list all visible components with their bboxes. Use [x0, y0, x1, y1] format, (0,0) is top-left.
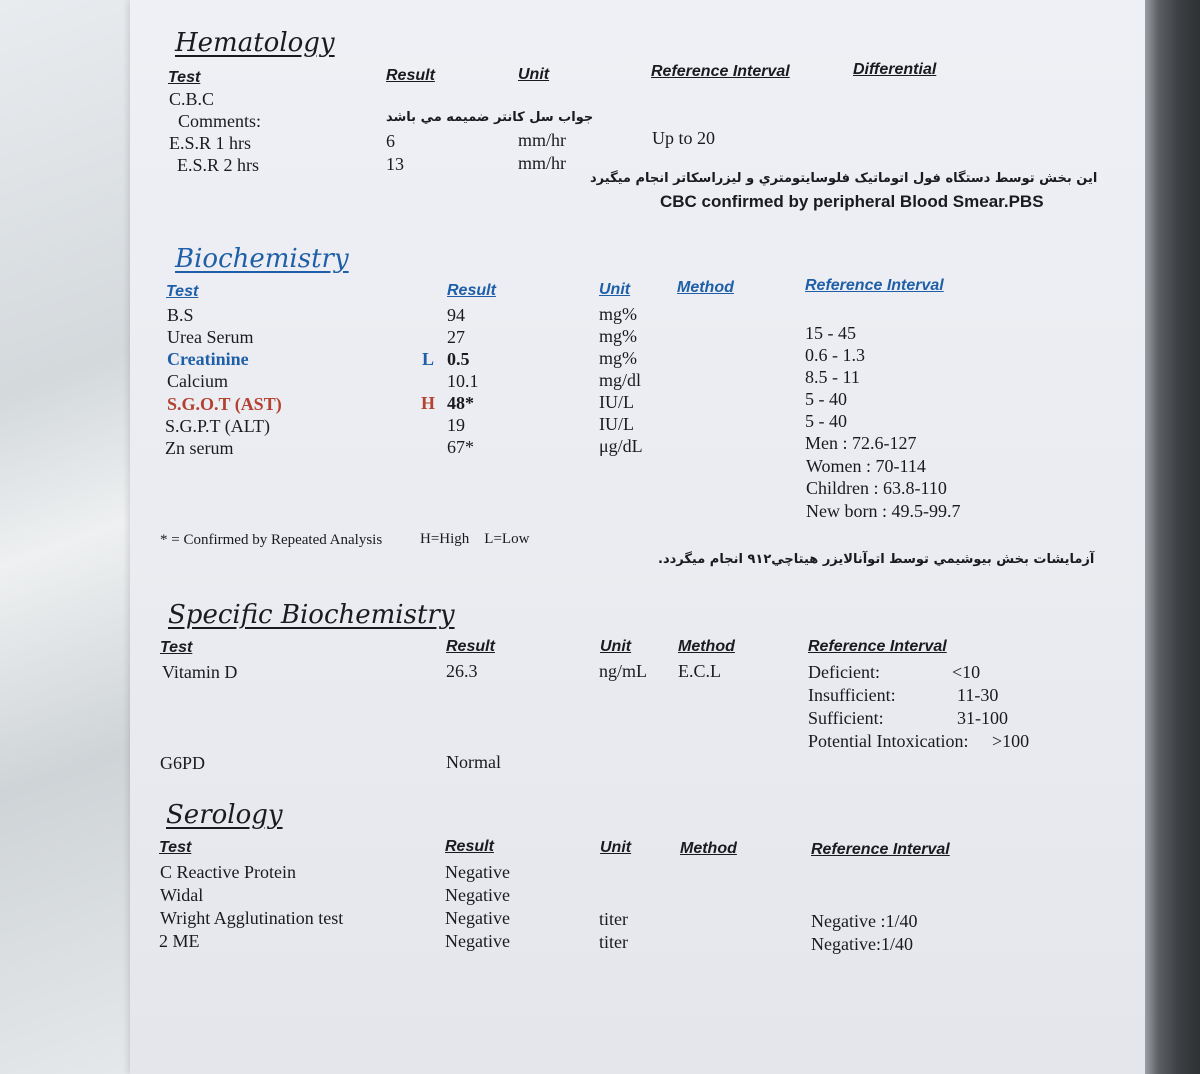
sero-test-wright: Wright Agglutination test: [160, 908, 344, 928]
sero-unit-wright: titer: [599, 909, 628, 929]
bio-flag-sgot: H: [421, 393, 436, 413]
vitd-ref-label-deficient: Deficient:: [808, 662, 880, 682]
hema-header-test: Test: [168, 69, 201, 86]
bio-ref-creatinine: 0.6 - 1.3: [805, 345, 865, 365]
spec-header-reference: Reference Interval: [808, 638, 947, 655]
sero-result-widal: Negative: [445, 885, 510, 905]
hema-result-esr1: 6: [386, 131, 395, 151]
hema-result-esr2: 13: [386, 154, 404, 174]
bio-unit-urea: mg%: [599, 326, 637, 346]
bio-result-sgot: 48*: [447, 393, 474, 413]
sero-ref-wright: Negative :1/40: [811, 911, 918, 931]
hema-note-fa: این بخش توسط دستگاه فول اتوماتیک فلوسایتومتري و لیزراسکاتر انجام میگیرد: [590, 171, 1098, 186]
hema-test-cbc: C.B.C: [169, 89, 215, 109]
vitd-ref-value-intoxication: >100: [992, 731, 1030, 751]
hema-header-differential: Differential: [853, 61, 937, 78]
bio-test-calcium: Calcium: [167, 371, 228, 391]
bio-result-bs: 94: [447, 305, 465, 325]
hema-test-esr1: E.S.R 1 hrs: [169, 133, 252, 153]
bio-unit-sgot: IU/L: [599, 392, 634, 412]
sero-result-wright: Negative: [445, 908, 510, 928]
bio-header-result: Result: [447, 282, 496, 299]
sero-ref-2me: Negative:1/40: [811, 934, 913, 954]
spec-method-vitd: E.C.L: [678, 661, 721, 681]
bio-test-sgot: S.G.O.T (AST): [167, 394, 282, 414]
hema-comment-fa: جواب سل کانتر ضمیمه مي باشد: [386, 110, 594, 125]
hema-note-en: CBC confirmed by peripheral Blood Smear.PBS: [660, 192, 1044, 211]
spec-result-vitd: 26.3: [446, 661, 478, 681]
bio-ref-sgot: 5 - 40: [805, 389, 847, 409]
bio-result-sgpt: 19: [447, 415, 465, 435]
hema-unit-esr1: mm/hr: [518, 130, 566, 150]
section-title-biochemistry: Biochemistry: [175, 244, 349, 274]
bio-unit-bs: mg%: [599, 304, 637, 324]
bio-ref-urea: 15 - 45: [805, 323, 856, 343]
bio-unit-calcium: mg/dl: [599, 370, 642, 390]
vitd-ref-label-sufficient: Sufficient:: [808, 708, 884, 728]
bio-header-method: Method: [677, 279, 734, 296]
bio-header-unit: Unit: [599, 281, 631, 298]
vitd-ref-value-deficient: <10: [952, 662, 981, 682]
sero-test-2me: 2 ME: [159, 931, 200, 951]
bio-ref-zn-women: Women : 70-114: [806, 456, 926, 476]
sero-header-result: Result: [445, 838, 494, 855]
hema-unit-esr2: mm/hr: [518, 153, 566, 173]
hema-header-unit: Unit: [518, 66, 550, 83]
sero-result-2me: Negative: [445, 931, 510, 951]
spec-header-test: Test: [160, 639, 193, 656]
bio-ref-sgpt: 5 - 40: [805, 411, 847, 431]
vitd-ref-value-insufficient: 11-30: [957, 685, 999, 705]
bio-result-calcium: 10.1: [447, 371, 479, 391]
hema-test-esr2: E.S.R 2 hrs: [177, 155, 260, 175]
bio-result-urea: 27: [447, 327, 465, 347]
hema-header-result: Result: [386, 67, 435, 84]
section-title-hematology: Hematology: [175, 28, 335, 58]
vitd-ref-value-sufficient: 31-100: [957, 708, 1008, 728]
hema-ref-esr1: Up to 20: [652, 128, 715, 148]
bio-test-urea: Urea Serum: [167, 327, 254, 347]
bio-header-reference: Reference Interval: [805, 277, 944, 294]
section-title-serology: Serology: [166, 800, 283, 830]
bio-ref-zn-children: Children : 63.8-110: [806, 478, 947, 498]
section-title-specific-biochemistry: Specific Biochemistry: [168, 600, 455, 630]
bio-test-zn: Zn serum: [165, 438, 234, 458]
bio-legend: H=High L=Low: [420, 531, 530, 547]
vitd-ref-label-insufficient: Insufficient:: [808, 685, 896, 705]
bio-test-creatinine: Creatinine: [167, 349, 249, 369]
bio-result-creatinine: 0.5: [447, 349, 470, 369]
spec-result-g6pd: Normal: [446, 752, 501, 772]
spec-header-method: Method: [678, 638, 735, 655]
spec-test-g6pd: G6PD: [160, 753, 206, 773]
spec-test-vitd: Vitamin D: [162, 662, 238, 682]
sero-header-unit: Unit: [600, 839, 632, 856]
bio-ref-calcium: 8.5 - 11: [805, 367, 860, 387]
sero-header-method: Method: [680, 840, 737, 857]
sero-header-test: Test: [159, 839, 192, 856]
hema-header-reference: Reference Interval: [651, 63, 790, 80]
sero-result-crp: Negative: [445, 862, 510, 882]
bio-result-zn: 67*: [447, 437, 474, 457]
spec-header-result: Result: [446, 638, 495, 655]
vitd-ref-label-intoxication: Potential Intoxication:: [808, 731, 969, 751]
bio-unit-sgpt: IU/L: [599, 414, 634, 434]
bio-footnote: * = Confirmed by Repeated Analysis: [160, 532, 383, 548]
bio-note-fa: آزمایشات بخش بیوشیمي توسط اتوآنالایزر هیتاچي۹۱۲ انجام میگردد.: [658, 552, 1095, 567]
bio-unit-creatinine: mg%: [599, 348, 637, 368]
sero-test-crp: C Reactive Protein: [160, 862, 296, 882]
binder-edge: [1145, 0, 1200, 1074]
sero-test-widal: Widal: [160, 885, 204, 905]
bio-test-bs: B.S: [167, 305, 194, 325]
sero-header-reference: Reference Interval: [811, 841, 950, 858]
sero-unit-2me: titer: [599, 932, 628, 952]
bio-unit-zn: μg/dL: [599, 436, 643, 456]
hema-test-comments: Comments:: [178, 111, 262, 131]
bio-flag-creatinine: L: [422, 349, 435, 369]
spec-unit-vitd: ng/mL: [599, 661, 647, 681]
bio-ref-zn-newborn: New born : 49.5-99.7: [806, 501, 961, 521]
spec-header-unit: Unit: [600, 638, 632, 655]
bio-test-sgpt: S.G.P.T (ALT): [165, 416, 271, 436]
bio-ref-zn-men: Men : 72.6-127: [805, 433, 917, 453]
bio-header-test: Test: [166, 283, 199, 300]
